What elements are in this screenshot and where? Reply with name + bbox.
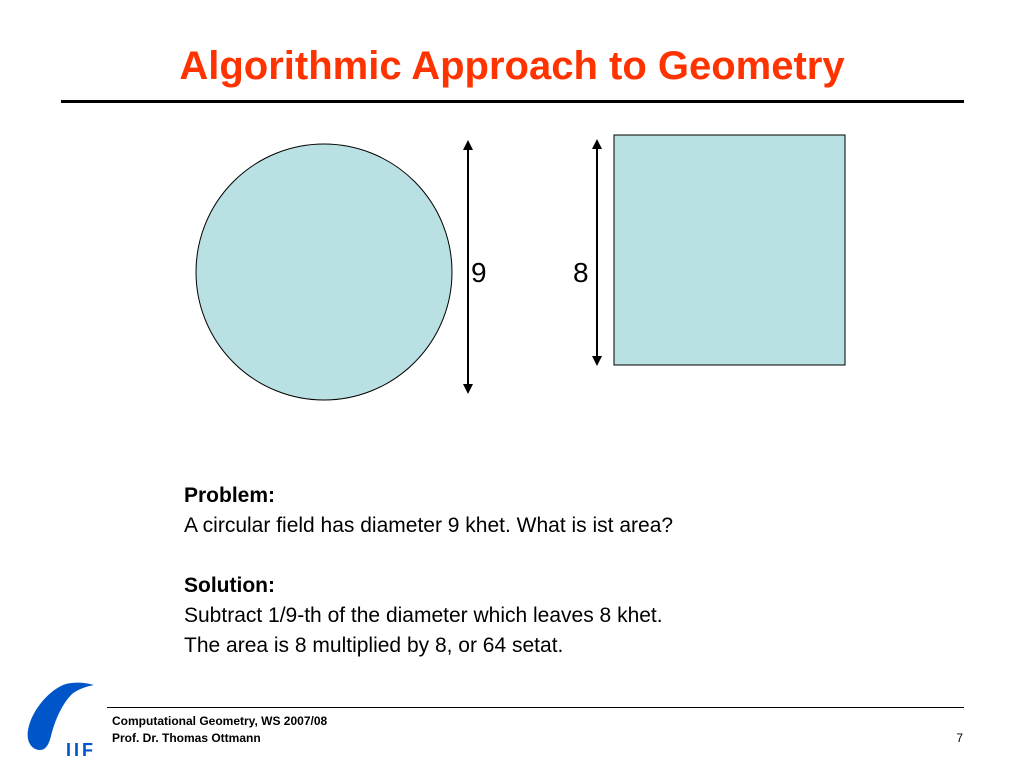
solution-line-1: Subtract 1/9-th of the diameter which leaves 8 khet. — [184, 604, 663, 627]
paragraph-spacer — [184, 541, 944, 571]
iif-logo-text: IIF — [66, 740, 96, 760]
solution-heading: Solution: — [184, 574, 275, 597]
page-number: 7 — [956, 731, 963, 745]
problem-text: A circular field has diameter 9 khet. What is ist area? — [184, 514, 674, 537]
square-field — [614, 135, 845, 365]
solution-line-2: The area is 8 multiplied by 8, or 64 setat. — [184, 634, 564, 657]
problem-solution-text — [184, 481, 944, 661]
circular-field — [196, 144, 452, 400]
footer-course: Computational Geometry, WS 2007/08 — [112, 714, 328, 728]
square-side-label: 8 — [573, 257, 589, 288]
problem-heading: Problem: — [184, 484, 276, 507]
slide-title: Algorithmic Approach to Geometry — [179, 44, 845, 88]
footer-author: Prof. Dr. Thomas Ottmann — [112, 731, 261, 745]
footer-divider — [107, 707, 964, 708]
iif-logo — [22, 680, 102, 760]
circle-diameter-label: 9 — [471, 257, 487, 288]
